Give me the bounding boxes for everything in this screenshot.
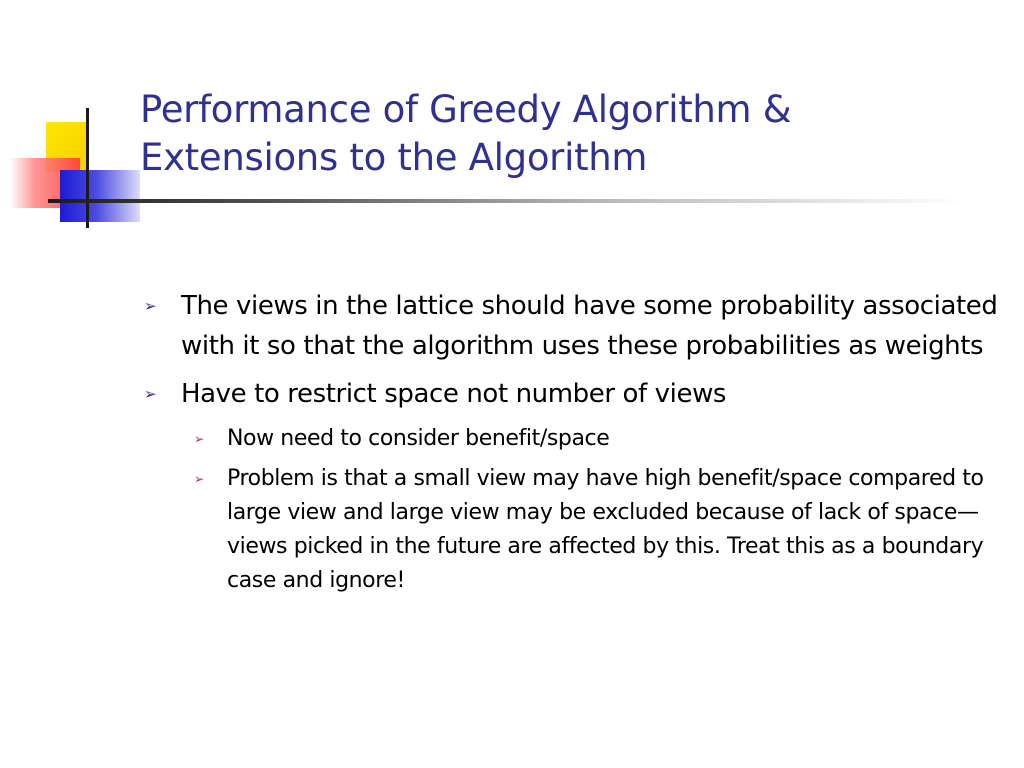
- logo-blue-square: [60, 170, 140, 222]
- sub-list-item: [140, 462, 1000, 598]
- title-divider: [48, 199, 968, 203]
- slide-body: [140, 286, 1000, 604]
- bullet-text: Have to restrict space not number of views: [181, 379, 727, 409]
- arrow-bullet-icon: ➢: [194, 432, 204, 446]
- bullet-text: The views in the lattice should have some probability associated with it so that the algorithm uses these probabilities as weights: [181, 291, 998, 361]
- sub-bullet-list: [140, 422, 1000, 598]
- arrow-bullet-icon: ➢: [144, 385, 157, 403]
- sub-bullet-text: Problem is that a small view may have high benefit/space compared to large view and large view may be excluded because of lack of space— views picked in the future are affected by this. Treat this as a boundary case and ignore!: [227, 466, 984, 593]
- logo-vertical-line: [86, 108, 89, 228]
- list-item: [140, 374, 1000, 414]
- decorative-logo-icon: [0, 100, 150, 240]
- sub-bullet-text: Now need to consider benefit/space: [227, 426, 610, 451]
- list-item: [140, 286, 1000, 366]
- arrow-bullet-icon: ➢: [194, 472, 204, 486]
- slide-title: Performance of Greedy Algorithm & Extensions to the Algorithm: [140, 88, 792, 179]
- bullet-list: [140, 286, 1000, 414]
- sub-list-item: [140, 422, 1000, 456]
- arrow-bullet-icon: ➢: [144, 297, 157, 315]
